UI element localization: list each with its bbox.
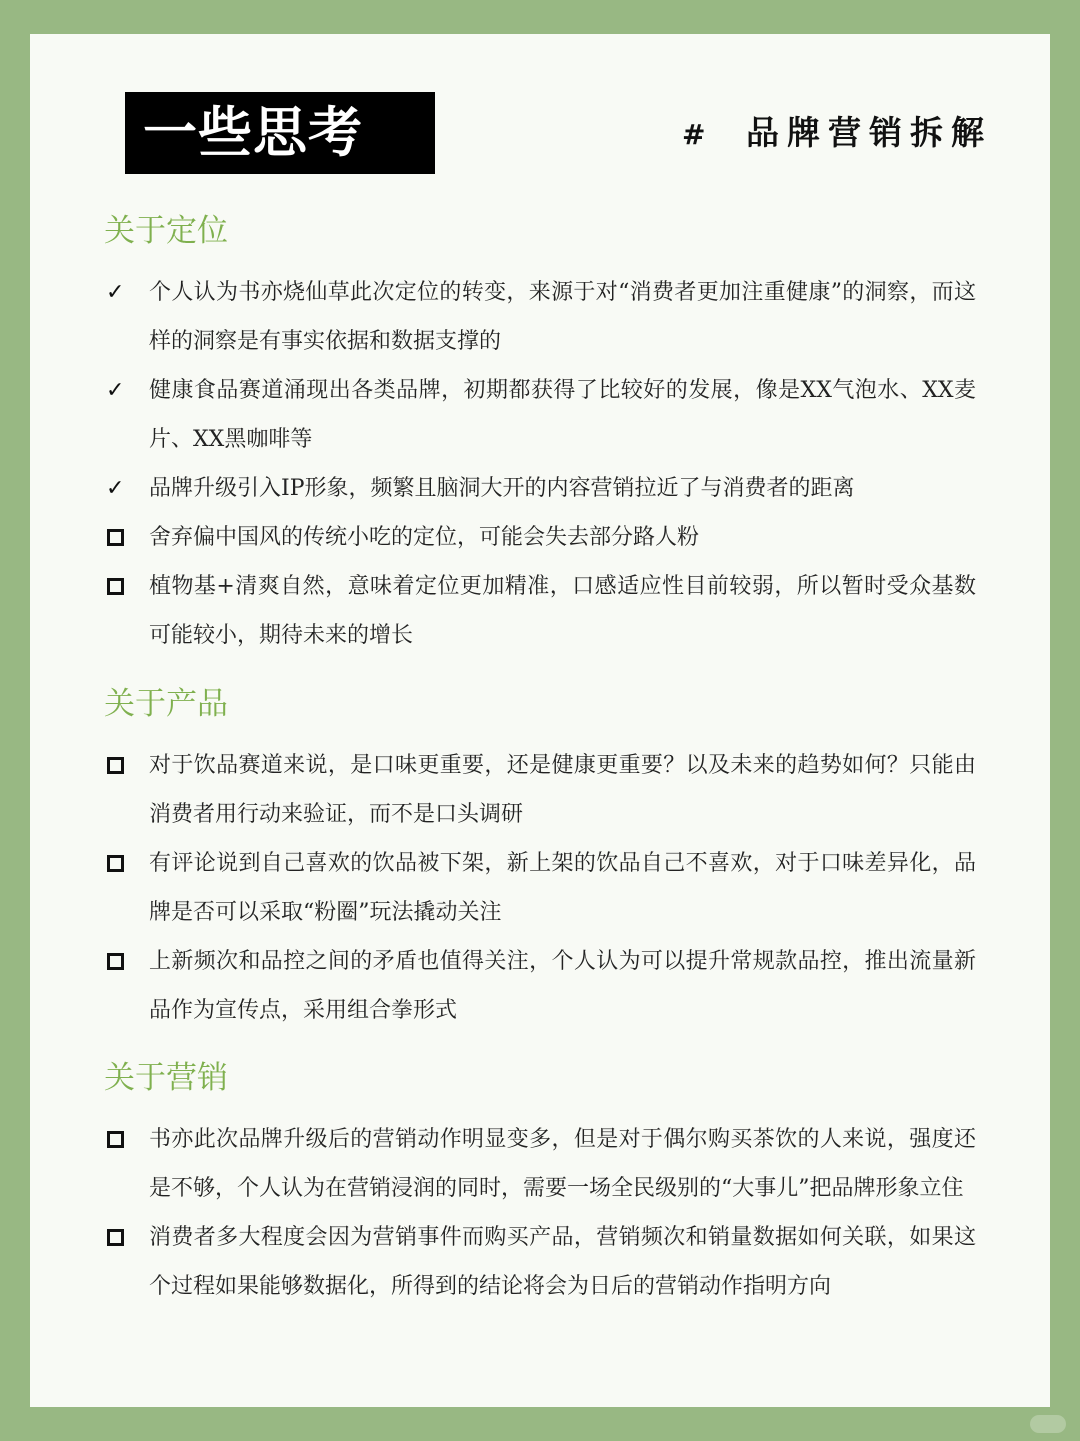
bullet-list	[104, 1115, 984, 1311]
title-banner	[125, 92, 435, 174]
bullet-list	[104, 268, 984, 660]
section-product	[104, 682, 984, 1035]
section-title: 关于营销	[104, 1060, 228, 1096]
list-item	[104, 1213, 976, 1311]
hash-mark: #	[682, 118, 706, 151]
section-positioning	[104, 209, 984, 660]
checkbox-square-icon	[104, 741, 128, 790]
section-title: 关于产品	[104, 686, 228, 722]
checkbox-square-icon	[104, 937, 128, 986]
list-item	[104, 513, 976, 562]
list-item-text: 个人认为书亦烧仙草此次定位的转变，来源于对“消费者更加注重健康”的洞察，而这样的洞察是有事实依据和数据支撑的	[149, 280, 976, 354]
section-marketing	[104, 1056, 984, 1311]
topic-tag	[682, 108, 992, 160]
bullet-list	[104, 741, 984, 1035]
list-item-text: 书亦此次品牌升级后的营销动作明显变多，但是对于偶尔购买茶饮的人来说，强度还是不够，个人认为在营销浸润的同时，需要一场全民级别的“大事儿”把品牌形象立住	[149, 1127, 976, 1201]
list-item	[104, 268, 976, 366]
list-item-text: 健康食品赛道涌现出各类品牌，初期都获得了比较好的发展，像是XX气泡水、XX麦片、XX黑咖啡等	[149, 378, 976, 452]
list-item-text: 对于饮品赛道来说，是口味更重要，还是健康更重要？以及未来的趋势如何？只能由消费者用行动来验证，而不是口头调研	[149, 753, 976, 827]
section-title: 关于定位	[104, 213, 228, 249]
list-item	[104, 366, 976, 464]
checkbox-square-icon	[104, 839, 128, 888]
checkmark-icon	[104, 464, 128, 513]
list-item-text: 上新频次和品控之间的矛盾也值得关注，个人认为可以提升常规款品控，推出流量新品作为宣传点，采用组合拳形式	[149, 949, 976, 1023]
list-item	[104, 741, 976, 839]
topic-tag-label: 品牌营销拆解	[746, 113, 992, 152]
page-title: 一些思考	[143, 101, 363, 164]
checkbox-square-icon	[104, 1115, 128, 1164]
checkbox-square-icon	[104, 1213, 128, 1262]
list-item	[104, 937, 976, 1035]
list-item	[104, 1115, 976, 1213]
watermark-badge	[1030, 1415, 1066, 1433]
list-item-text: 消费者多大程度会因为营销事件而购买产品，营销频次和销量数据如何关联，如果这个过程如果能够数据化，所得到的结论将会为日后的营销动作指明方向	[149, 1225, 976, 1299]
list-item-text: 品牌升级引入IP形象，频繁且脑洞大开的内容营销拉近了与消费者的距离	[149, 476, 855, 501]
list-item	[104, 839, 976, 937]
checkbox-square-icon	[104, 562, 128, 611]
list-item-text: 有评论说到自己喜欢的饮品被下架，新上架的饮品自己不喜欢，对于口味差异化，品牌是否可以采取“粉圈”玩法撬动关注	[149, 851, 976, 925]
list-item	[104, 464, 976, 513]
content-card	[30, 34, 1050, 1407]
checkbox-square-icon	[104, 513, 128, 562]
list-item-text: 植物基+清爽自然，意味着定位更加精准，口感适应性目前较弱，所以暂时受众基数可能较小，期待未来的增长	[149, 574, 976, 648]
checkmark-icon	[104, 268, 128, 317]
list-item	[104, 562, 976, 660]
checkmark-icon	[104, 366, 128, 415]
list-item-text: 舍弃偏中国风的传统小吃的定位，可能会失去部分路人粉	[149, 525, 700, 550]
